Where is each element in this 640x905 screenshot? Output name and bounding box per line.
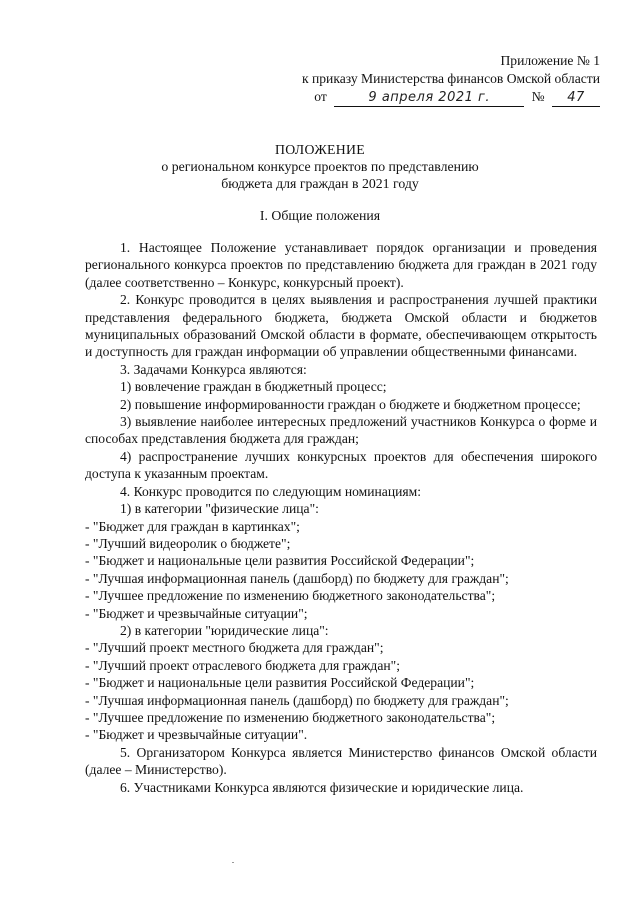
title-line-1: о региональном конкурсе проектов по представлению: [161, 159, 479, 174]
paragraph: 6. Участниками Конкурса являются физические и юридические лица.: [120, 779, 524, 795]
list-item: - "Бюджет и чрезвычайные ситуации";: [85, 605, 308, 621]
list-item: - "Бюджет и национальные цели развития Российской Федерации";: [85, 675, 475, 691]
paragraph: 1. Настоящее Положение устанавливает порядок организации и проведения регионального конкурса проектов по представлению бюджета для граждан в 2021 году (далее соответственно – Конкурс, конкурсный проект).: [85, 240, 597, 290]
handwritten-date: 9 апреля 2021 г.: [334, 90, 524, 107]
paragraph: 2) повышение информированности граждан о бюджете и бюджетном процессе;: [120, 396, 581, 412]
list-item: - "Лучший видеоролик о бюджете";: [85, 535, 291, 551]
appendix-order-reference: к приказу Министерства финансов Омской области: [301, 71, 600, 86]
title-heading: ПОЛОЖЕНИЕ: [274, 142, 366, 157]
number-label: №: [531, 89, 545, 104]
appendix-block: [302, 52, 600, 107]
list-item: - "Лучшая информационная панель (дашборд) по бюджету для граждан";: [85, 570, 509, 586]
document-title: [0, 141, 640, 192]
list-item: - "Лучшее предложение по изменению бюджетного законодательства";: [85, 709, 496, 725]
paragraph: 3) выявление наиболее интересных предложений участников Конкурса о форме и способах представления бюджета для граждан;: [85, 414, 597, 447]
paragraph: 1) вовлечение граждан в бюджетный процесс;: [120, 379, 387, 395]
paragraph: 2) в категории "юридические лица":: [120, 622, 329, 638]
appendix-number: Приложение № 1: [500, 53, 600, 68]
paragraph: 2. Конкурс проводится в целях выявления и распространения лучшей практики представления федерального бюджета, бюджета Омской области и бюджетов муниципальных образований Омской области в формате, обеспечивающем открытость и доступность для граждан информации об управлении общественными финансами.: [85, 292, 597, 360]
list-item: - "Лучшая информационная панель (дашборд) по бюджету для граждан";: [85, 692, 509, 708]
scan-artifact: [232, 862, 234, 863]
list-item: - "Бюджет и чрезвычайные ситуации".: [85, 727, 308, 743]
list-item: - "Лучшее предложение по изменению бюджетного законодательства";: [85, 588, 496, 604]
list-item: - "Лучший проект местного бюджета для граждан";: [85, 640, 384, 656]
list-item: - "Бюджет для граждан в картинках";: [85, 518, 300, 534]
paragraph: 1) в категории "физические лица":: [120, 501, 319, 517]
section-title: I. Общие положения: [259, 208, 381, 223]
list-item: - "Бюджет и национальные цели развития Российской Федерации";: [85, 553, 475, 569]
date-label: от: [314, 89, 327, 104]
appendix-date-row: [302, 88, 600, 107]
document-body: [85, 239, 597, 796]
paragraph: 4) распространение лучших конкурсных проектов для обеспечения широкого доступа к указанным проектам.: [85, 448, 597, 482]
title-line-2: бюджета для граждан в 2021 году: [221, 176, 419, 191]
list-item: - "Лучший проект отраслевого бюджета для граждан";: [85, 657, 400, 673]
handwritten-number: 47: [552, 90, 600, 107]
paragraph: 4. Конкурс проводится по следующим номинациям:: [120, 483, 422, 499]
paragraph: 3. Задачами Конкурса являются:: [120, 361, 307, 377]
paragraph: 5. Организатором Конкурса является Министерство финансов Омской области (далее – Министерство).: [85, 744, 597, 778]
